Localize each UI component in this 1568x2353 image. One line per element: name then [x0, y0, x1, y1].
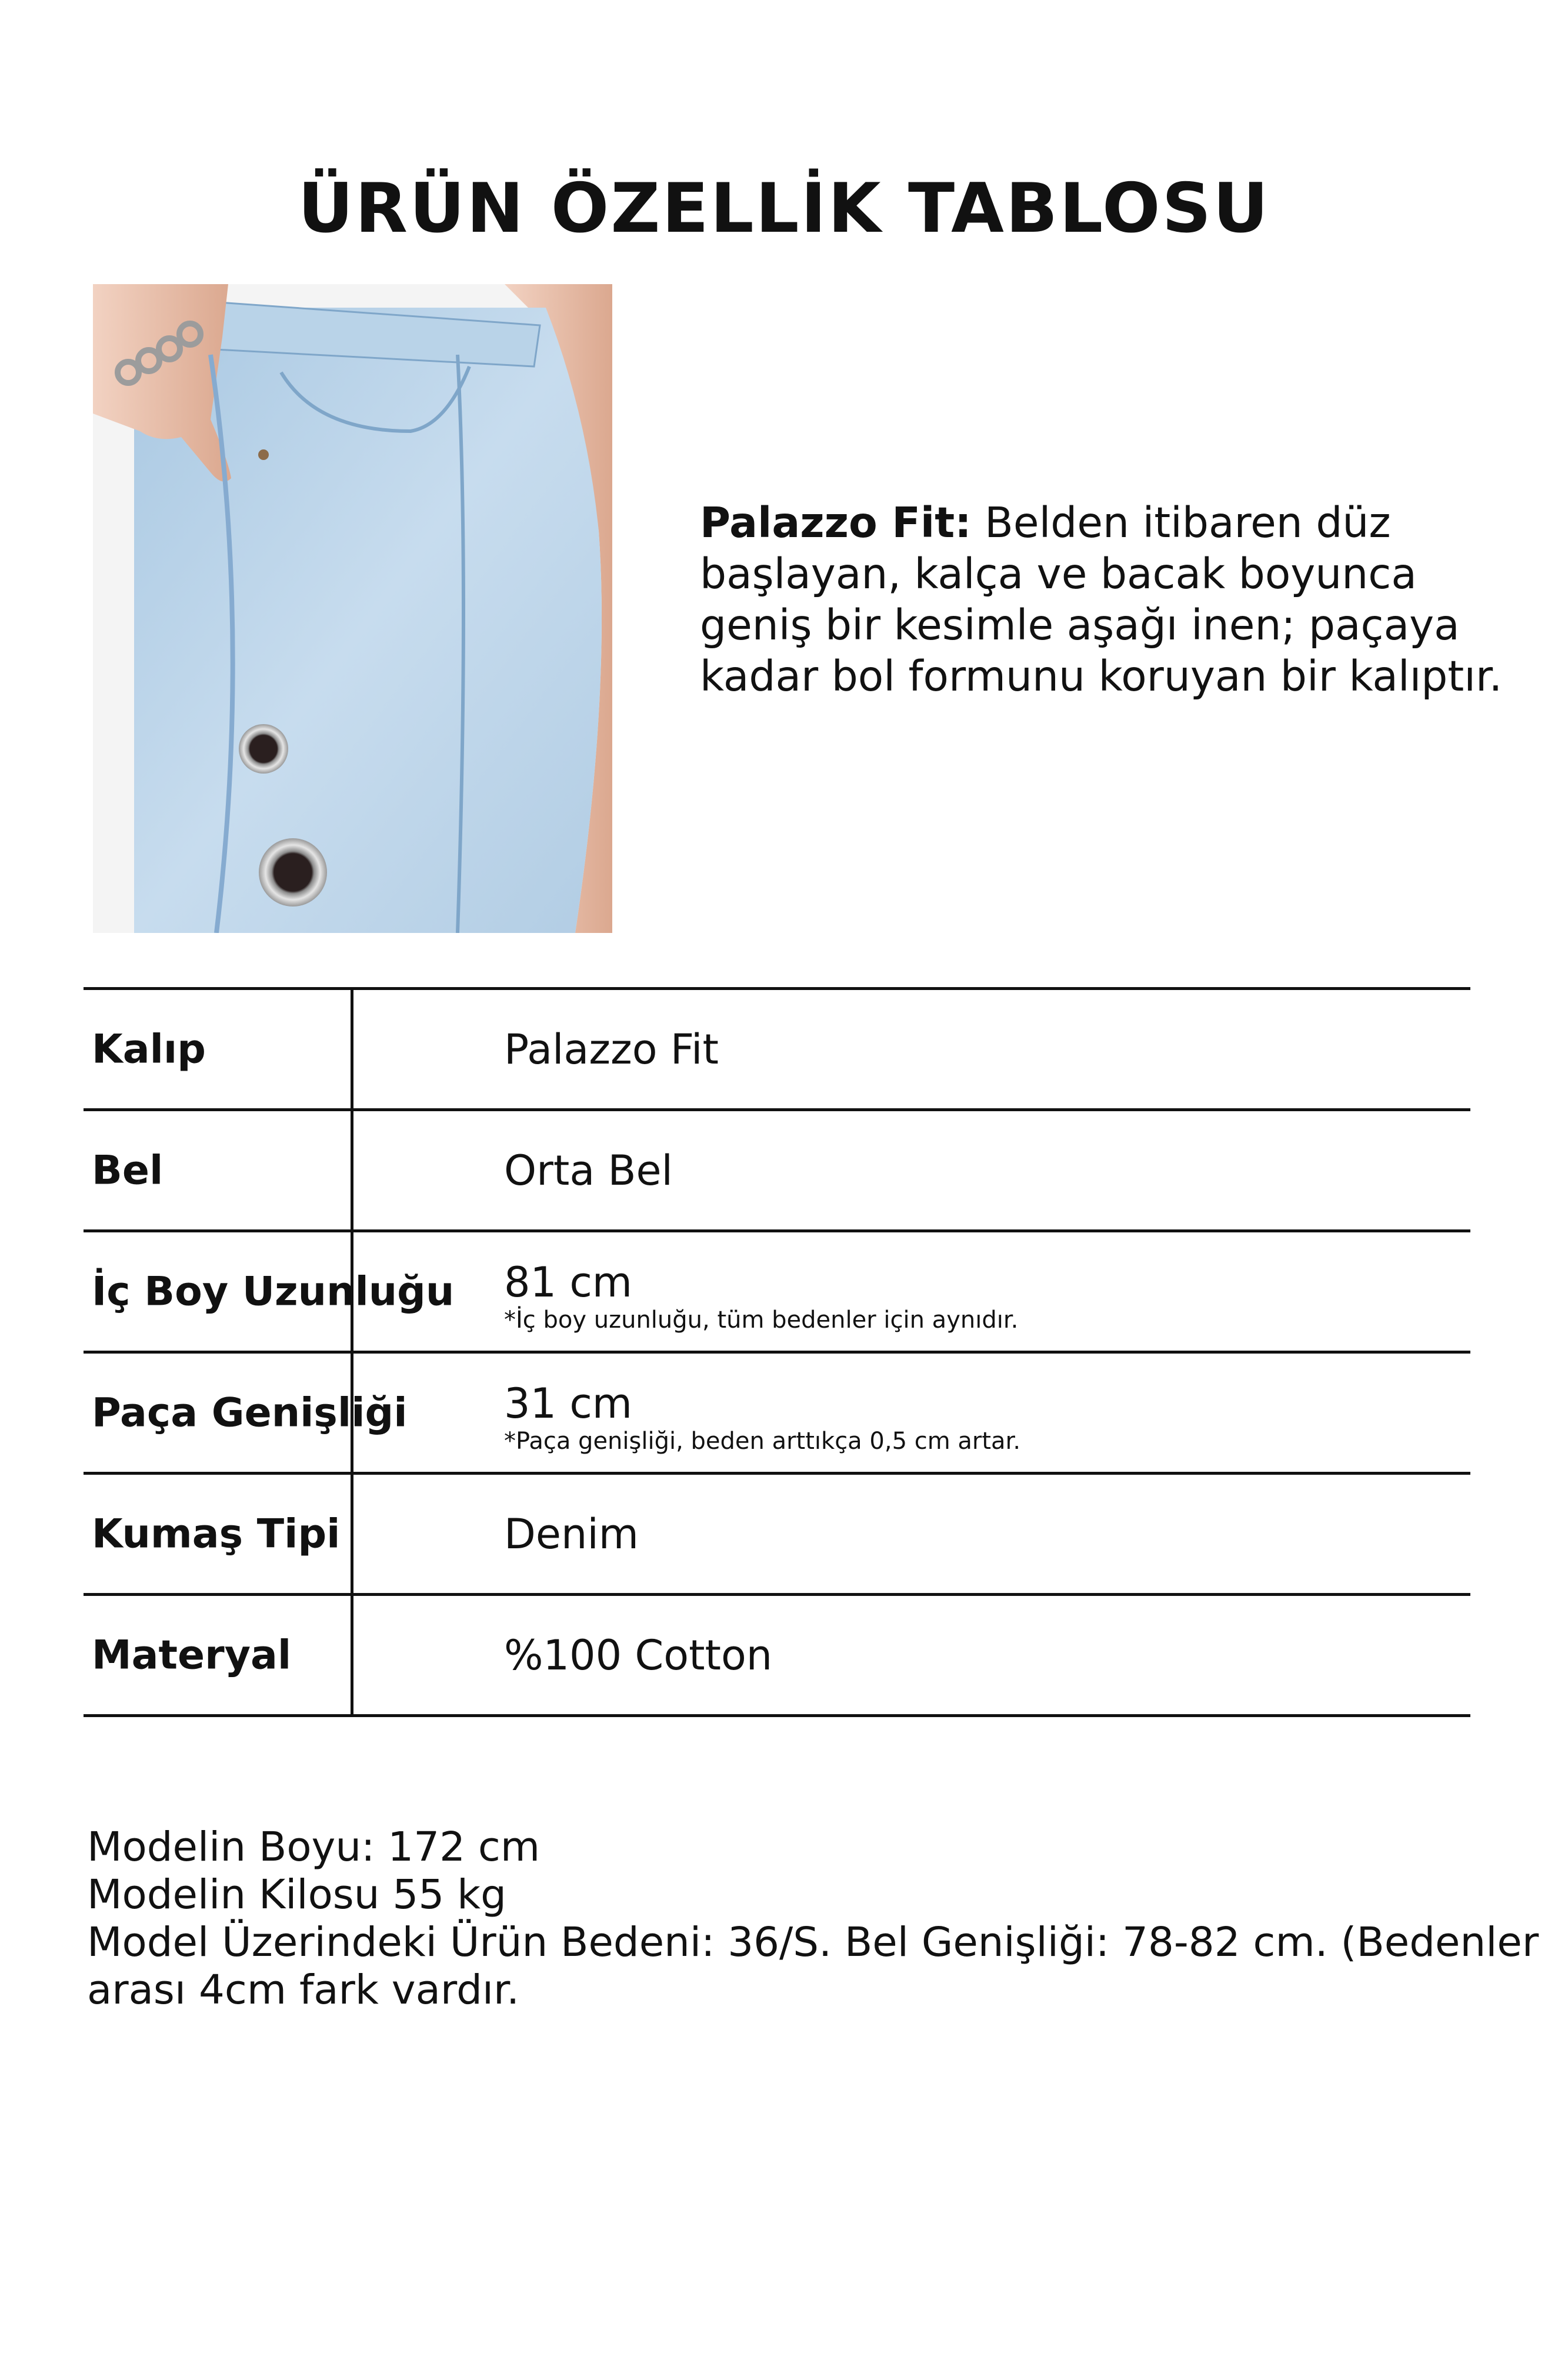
spec-label: İç Boy Uzunluğu [92, 1268, 455, 1315]
spec-value [504, 1632, 772, 1679]
fit-description-text: Belden itibaren düz başlayan, kalça ve bacak boyunca geniş bir kesimle aşağı inen; paçaya kadar bol formunu koruyan bir kalıptır. [700, 498, 1503, 701]
spec-value-text: 81 cm [504, 1258, 632, 1307]
spec-note: *İç boy uzunluğu, tüm bedenler için aynıdır. [504, 1307, 1019, 1334]
table-row [84, 1232, 1470, 1354]
spec-label: Kumaş Tipi [92, 1511, 341, 1557]
spec-value-text: %100 Cotton [504, 1631, 773, 1679]
table-row [84, 1596, 1470, 1717]
page-title: ÜRÜN ÖZELLİK TABLOSU [298, 169, 1270, 248]
jeans-photo-illustration [93, 284, 612, 933]
model-info [87, 1824, 1539, 2014]
spec-label: Bel [92, 1147, 164, 1194]
spec-note: *Paça genişliği, beden arttıkça 0,5 cm artar. [504, 1428, 1021, 1455]
spec-value-text: Denim [504, 1509, 639, 1558]
spec-label: Paça Genişliği [92, 1389, 408, 1436]
fit-term: Palazzo Fit: [700, 498, 972, 547]
spec-value [504, 1147, 673, 1194]
spec-table [84, 987, 1470, 1717]
spec-label: Kalıp [92, 1026, 206, 1072]
spec-value [504, 1026, 719, 1073]
spec-value [504, 1380, 1020, 1455]
spec-value [504, 1511, 639, 1558]
table-row [84, 990, 1470, 1111]
product-photo [93, 284, 612, 933]
spec-value-text: Palazzo Fit [504, 1025, 719, 1074]
model-height: Modelin Boyu: 172 cm [87, 1824, 541, 1871]
model-size-line-1: Model Üzerindeki Ürün Bedeni: 36/S. Bel Genişliği: 78-82 cm. (Bedenler [87, 1919, 1539, 1966]
table-row [84, 1475, 1470, 1596]
spec-value-text: Orta Bel [504, 1146, 673, 1195]
spec-value [504, 1259, 1018, 1334]
fit-description [700, 497, 1523, 702]
model-weight: Modelin Kilosu 55 kg [87, 1871, 506, 1918]
table-row [84, 1354, 1470, 1475]
model-size-line-2: arası 4cm fark vardır. [87, 1967, 520, 2014]
table-row [84, 1111, 1470, 1232]
spec-value-text: 31 cm [504, 1379, 632, 1428]
spec-label: Materyal [92, 1632, 292, 1678]
